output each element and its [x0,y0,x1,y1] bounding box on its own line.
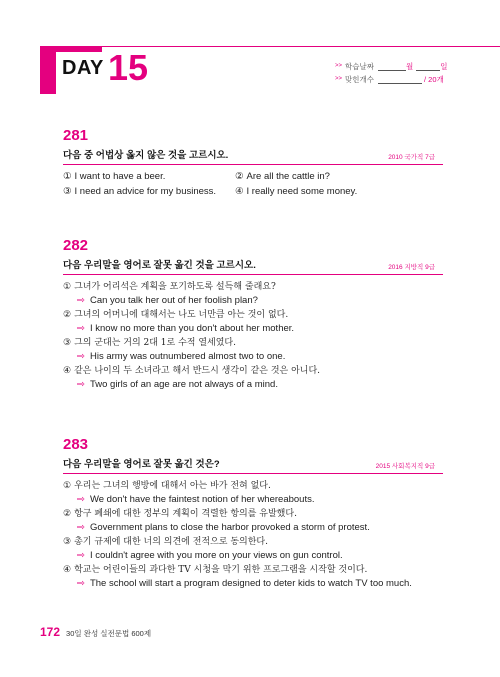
study-date-row [335,60,448,73]
option-korean-text: 우리는 그녀의 행방에 대해서 아는 바가 전혀 없다. [74,481,271,491]
option-english [63,322,443,336]
right-arrow-icon: ⇨ [77,578,85,589]
right-arrow-icon: ⇨ [77,323,85,334]
option-korean-text: 총기 규제에 대한 너의 의견에 전적으로 동의한다. [74,537,268,547]
option-english-text: Two girls of an age are not always of a mind. [89,379,278,390]
option-grid [63,171,443,197]
right-arrow-icon: ⇨ [77,494,85,505]
book-title: 30일 완성 실전문법 600제 [66,629,152,638]
double-arrow-icon: >> [335,76,343,82]
question-source: 2015 사회복지직 9급 [375,463,435,470]
option-korean-text: 그녀가 어리석은 계획을 포기하도록 설득해 줄래요? [74,282,276,292]
option-english [63,521,443,535]
option-text: Are all the cattle in? [246,171,330,182]
page-number: 172 [40,625,61,639]
option-marker: ② [63,509,72,519]
option-4[interactable] [235,186,443,197]
question-rule [63,274,443,275]
option-3[interactable] [63,337,443,364]
option-korean [63,365,443,378]
right-arrow-icon: ⇨ [77,550,85,561]
option-english-text: The school will start a program designed to deter kids to watch TV too much. [89,578,412,589]
question-head [63,147,443,161]
question-283 [63,436,443,592]
option-2[interactable] [63,309,443,336]
option-marker: ① [63,282,72,292]
day-label: DAY [62,57,104,79]
option-english [63,294,443,308]
day-number: 15 [108,47,149,88]
option-4[interactable] [63,564,443,591]
option-marker: ② [235,171,244,182]
option-english [63,493,443,507]
question-prompt: 다음 중 어법상 옳지 않은 것을 고르시오. [63,150,229,161]
option-2[interactable] [63,508,443,535]
question-head [63,257,443,271]
right-arrow-icon: ⇨ [77,522,85,533]
option-marker: ③ [63,186,72,197]
option-english-text: We don't have the faintest notion of her whereabouts. [89,494,315,505]
option-korean [63,480,443,493]
question-source: 2016 지방직 9급 [388,264,435,271]
option-korean-text: 그의 군대는 거의 2대 1로 수적 열세였다. [74,338,236,348]
option-english [63,549,443,563]
option-text: I really need some money. [246,186,358,197]
option-marker: ① [63,481,72,491]
option-list [63,480,443,591]
question-282 [63,237,443,393]
option-text: I want to have a beer. [74,171,166,182]
page-footer [40,625,151,639]
question-rule [63,473,443,474]
option-korean-text: 그녀의 어머니에 대해서는 나도 너만큼 아는 것이 없다. [74,310,289,320]
option-2[interactable] [235,171,443,182]
right-arrow-icon: ⇨ [77,379,85,390]
option-marker: ④ [235,186,244,197]
option-3[interactable] [63,536,443,563]
total-count: / 20개 [424,75,444,84]
option-korean [63,508,443,521]
option-english [63,350,443,364]
question-281 [63,127,443,197]
option-english-text: His army was outnumbered almost two to one. [89,351,286,362]
option-3[interactable] [63,186,235,197]
option-1[interactable] [63,171,235,182]
question-head [63,456,443,470]
option-marker: ② [63,310,72,320]
option-english-text: I know no more than you don't about her mother. [89,323,295,334]
option-1[interactable] [63,480,443,507]
option-korean [63,281,443,294]
option-korean [63,309,443,322]
option-korean-text: 학교는 어린이들의 과다한 TV 시청을 막기 위한 프로그램을 시작할 것이다. [74,565,368,575]
option-english-text: Government plans to close the harbor provoked a storm of protest. [89,522,370,533]
option-korean [63,337,443,350]
question-number: 283 [63,436,89,453]
study-info [335,60,448,86]
option-english-text: I couldn't agree with you more on your views on gun control. [89,550,343,561]
study-date-label: 학습날짜 [345,62,374,71]
option-english-text: Can you talk her out of her foolish plan? [89,295,258,306]
month-label: 월 [406,62,414,71]
option-korean-text: 같은 나이의 두 소녀라고 해서 반드시 생각이 같은 것은 아니다. [74,366,321,376]
question-number: 281 [63,127,89,144]
option-list [63,281,443,392]
option-korean [63,564,443,577]
question-rule [63,164,443,165]
double-arrow-icon: >> [335,63,343,69]
month-blank[interactable] [378,63,406,71]
option-text: I need an advice for my business. [74,186,217,197]
correct-count-row [335,73,448,86]
option-marker: ③ [63,338,72,348]
option-marker: ④ [63,366,72,376]
correct-count-label: 맞힌개수 [345,75,374,84]
option-english [63,577,443,591]
question-prompt: 다음 우리말을 영어로 잘못 옮긴 것을 고르시오. [63,260,256,271]
right-arrow-icon: ⇨ [77,295,85,306]
question-prompt: 다음 우리말을 영어로 잘못 옮긴 것은? [63,459,220,470]
option-marker: ① [63,171,72,182]
option-english [63,378,443,392]
option-1[interactable] [63,281,443,308]
correct-count-blank[interactable] [378,76,422,84]
option-korean [63,536,443,549]
option-marker: ④ [63,565,72,575]
right-arrow-icon: ⇨ [77,351,85,362]
day-blank[interactable] [416,63,440,71]
option-korean-text: 항구 폐쇄에 대한 정부의 계획이 격렬한 항의를 유발했다. [74,509,297,519]
option-marker: ③ [63,537,72,547]
option-4[interactable] [63,365,443,392]
question-number: 282 [63,237,89,254]
day-label-kr: 일 [440,62,448,71]
question-source: 2010 국가직 7급 [388,154,435,161]
